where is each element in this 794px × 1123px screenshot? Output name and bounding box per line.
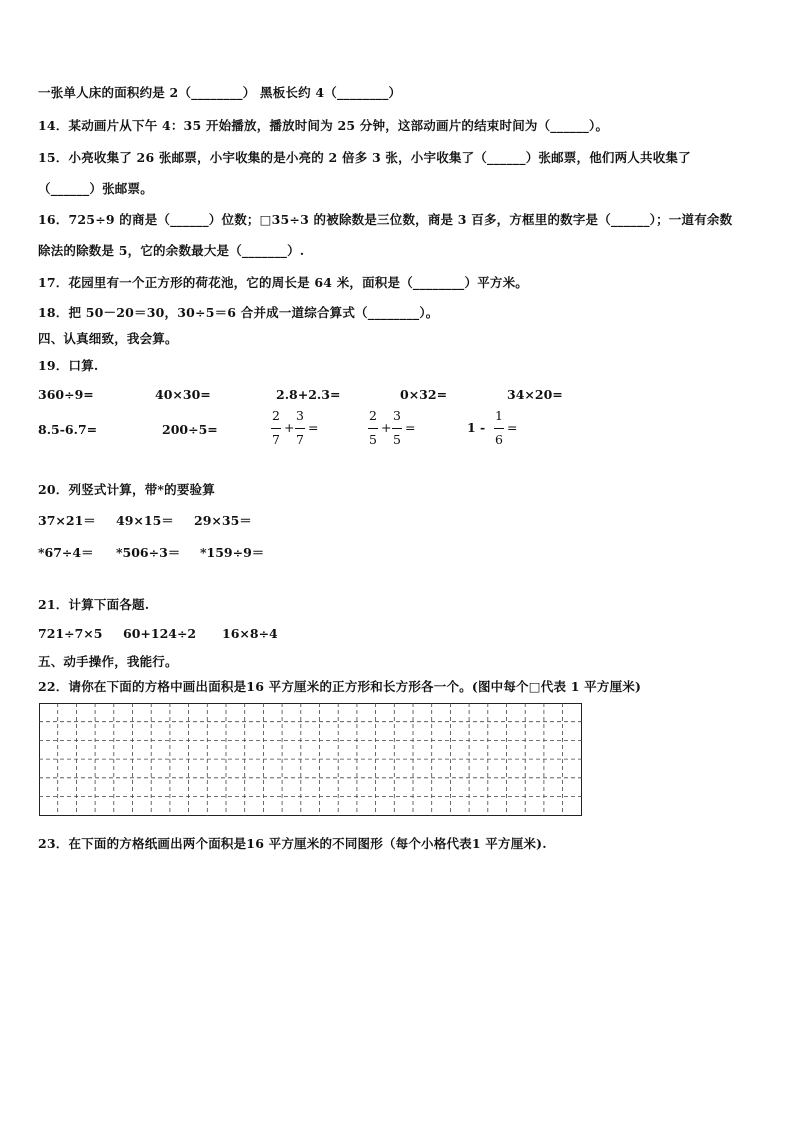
oral-item: 34×20= [507,387,563,402]
mixed-item: 721÷7×5 [38,626,103,641]
numerator: 3 [296,408,304,423]
denominator: 7 [296,432,304,447]
question-21: 21．计算下面各题. [38,597,150,612]
question-13-tail: 一张单人床的面积约是 2（________） 黑板长约 4（________） [38,85,402,100]
equals: = [308,420,319,435]
denominator: 5 [369,432,377,447]
question-22: 22．请你在下面的方格中画出面积是16 平方厘米的正方形和长方形各一个。(图中每个□代表 1 平方厘米) [38,679,642,694]
question-16-line1: 16．725÷9 的商是（______）位数；□35÷3 的被除数是三位数，商是 3 百多，方框里的数字是（______）；一道有余数 [38,212,733,227]
equals: = [405,420,416,435]
vertical-item: 29×35＝ [194,513,252,528]
question-18: 18．把 50－20＝30，30÷5＝6 合并成一道综合算式（________）。 [38,305,439,320]
minuend: 1 - [467,420,486,435]
operator: + [381,420,392,435]
numerator: 1 [495,408,503,423]
denominator: 7 [272,432,280,447]
vertical-item: 49×15＝ [116,513,174,528]
question-15-line2: （______）张邮票。 [38,181,153,196]
question-23: 23．在下面的方格纸画出两个面积是16 平方厘米的不同图形（每个小格代表1 平方厘米). [38,836,547,851]
mixed-item: 16×8÷4 [222,626,278,641]
oral-item: 8.5-6.7= [38,422,98,437]
oral-item: 360÷9= [38,387,94,402]
mixed-item: 60+124÷2 [123,626,197,641]
oral-item: 2.8+2.3= [276,387,341,402]
fraction-expression-3 [467,408,527,452]
oral-item: 0×32= [400,387,448,402]
operator: + [284,420,295,435]
fraction-expression-1 [270,408,330,452]
fraction-bar [295,428,305,429]
oral-item: 200÷5= [162,422,218,437]
denominator: 6 [495,432,503,447]
fraction-bar [271,428,281,429]
vertical-item: 37×21＝ [38,513,96,528]
equals: = [507,420,518,435]
fraction-bar [392,428,402,429]
question-15-line1: 15．小亮收集了 26 张邮票，小宇收集的是小亮的 2 倍多 3 张，小宇收集了（______）张邮票，他们两人共收集了 [38,150,691,165]
numerator: 2 [369,408,377,423]
grid-drawing [39,703,582,816]
question-20: 20．列竖式计算，带*的要验算 [38,482,215,497]
vertical-item: *67÷4＝ [38,545,94,560]
section-4-title: 四、认真细致，我会算。 [38,331,178,346]
question-17: 17．花园里有一个正方形的荷花池，它的周长是 64 米，面积是（________）平方米。 [38,275,528,290]
denominator: 5 [393,432,401,447]
question-16-line2: 除法的除数是 5，它的余数最大是（_______）. [38,243,305,258]
fraction-expression-2 [367,408,427,452]
vertical-item: *506÷3＝ [116,545,181,560]
numerator: 2 [272,408,280,423]
question-19: 19．口算. [38,358,99,373]
fraction-bar [368,428,378,429]
oral-item: 40×30= [155,387,211,402]
section-5-title: 五、动手操作，我能行。 [38,654,178,669]
numerator: 3 [393,408,401,423]
vertical-item: *159÷9＝ [200,545,265,560]
square-grid-paper[interactable] [39,703,582,816]
fraction-bar [494,428,504,429]
question-14: 14．某动画片从下午 4：35 开始播放，播放时间为 25 分钟，这部动画片的结束时间为（______）。 [38,118,609,133]
